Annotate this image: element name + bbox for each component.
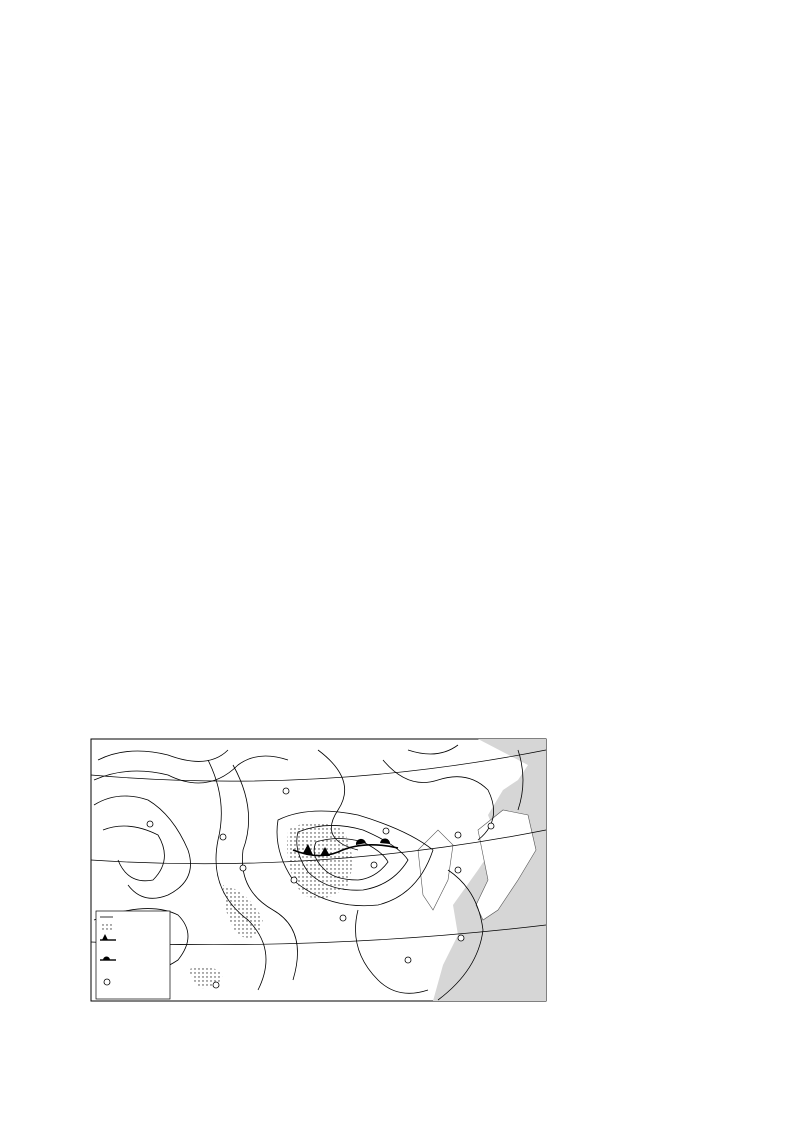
figure-1-chart bbox=[85, 278, 325, 438]
weather-map bbox=[58, 720, 558, 1020]
legend-station-symbol bbox=[104, 979, 110, 985]
legend-gale-swatch bbox=[100, 924, 113, 930]
figure-2-chart bbox=[312, 278, 602, 438]
